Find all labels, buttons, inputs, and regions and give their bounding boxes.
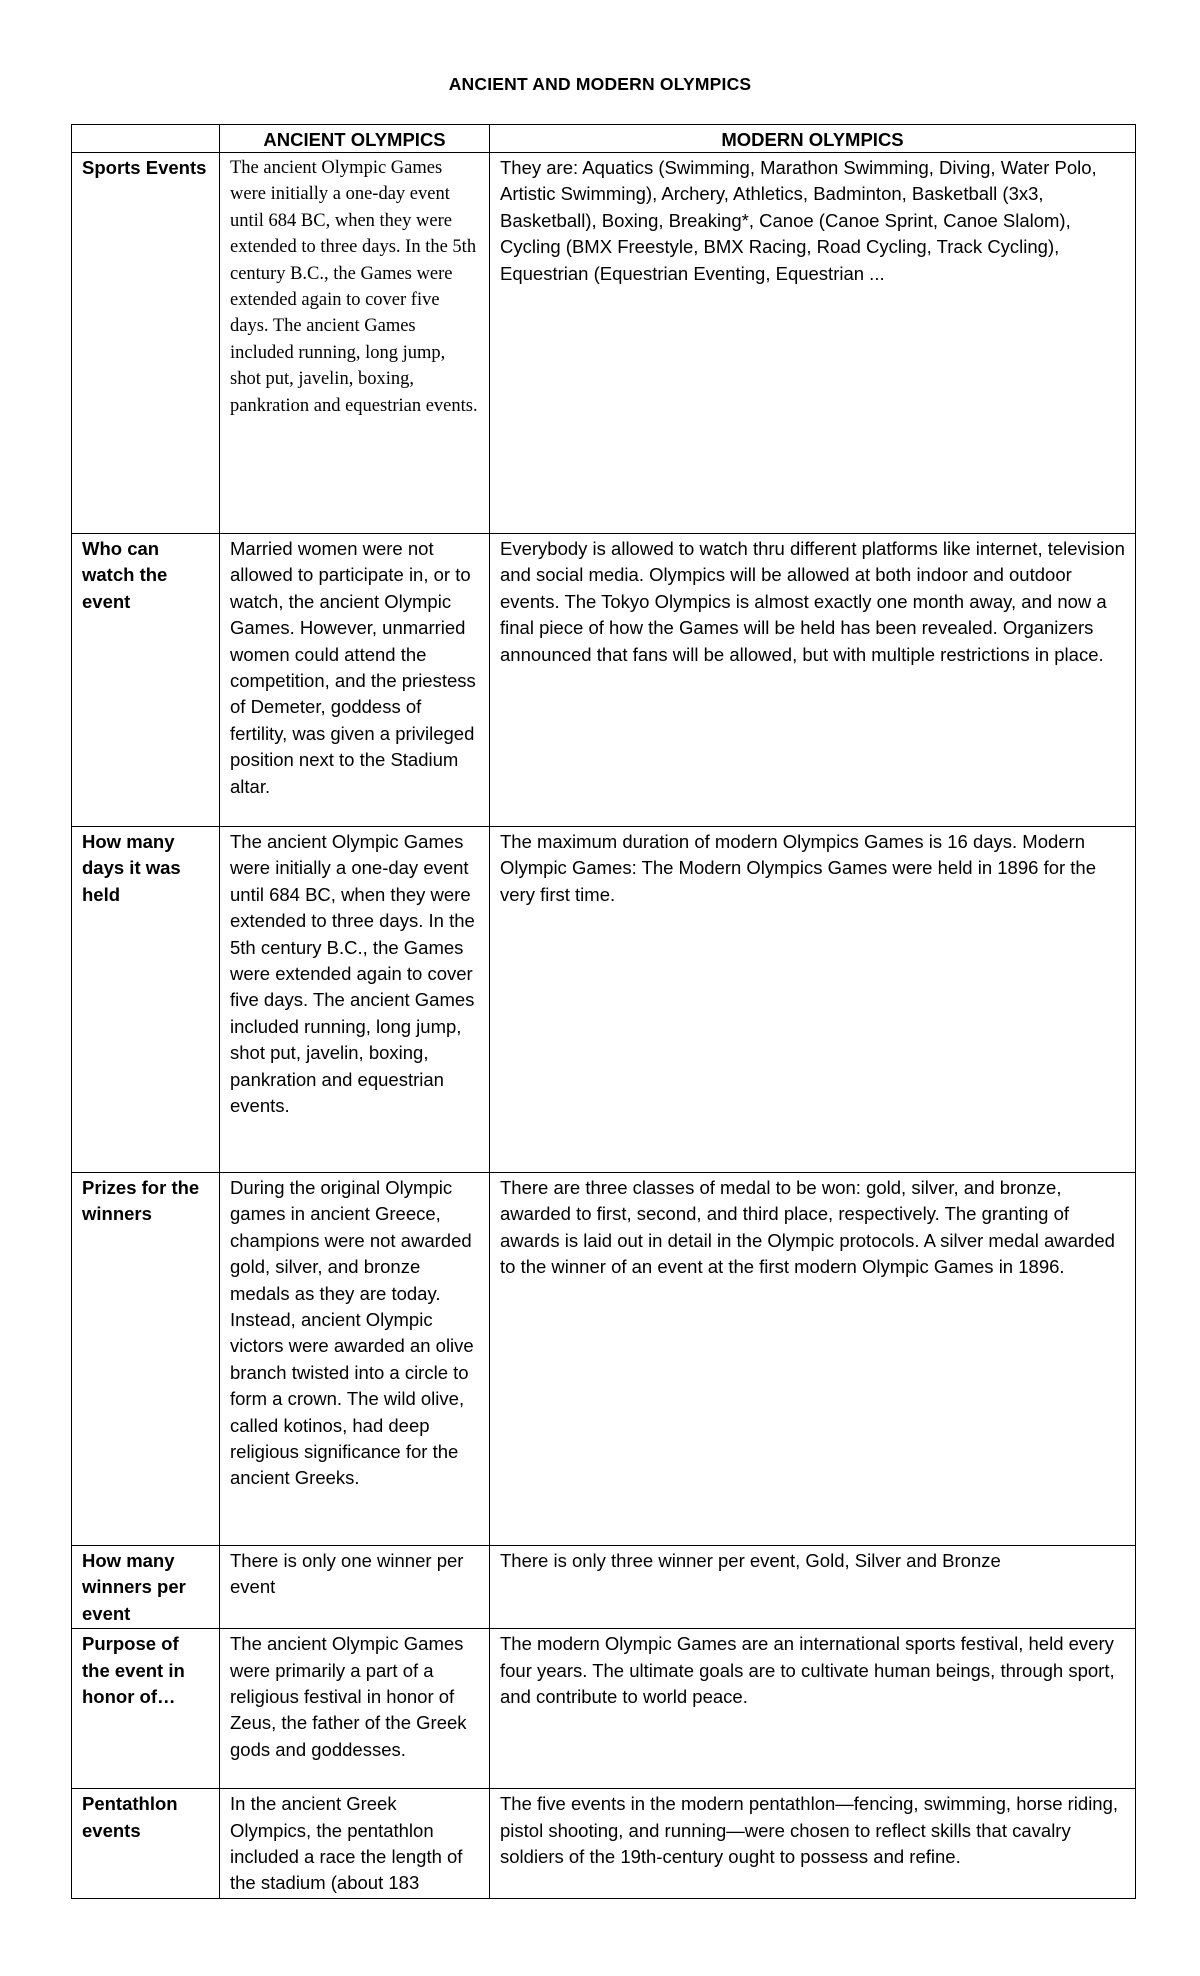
table-row: [72, 1173, 1136, 1546]
modern-cell: The modern Olympic Games are an international sports festival, held every four years. The ultimate goals are to cultivate human beings, through sport, and contribute to world peace.: [490, 1629, 1136, 1789]
table-row: [72, 827, 1136, 1173]
header-modern-olympics: MODERN OLYMPICS: [490, 125, 1136, 153]
modern-cell: There are three classes of medal to be won: gold, silver, and bronze, awarded to first, second, and third place, respectively. The granting of awards is laid out in detail in the Olympic protocols. A silver medal awarded to the winner of an event at the first modern Olympic Games in 1896.: [490, 1173, 1136, 1546]
table-row: [72, 153, 1136, 534]
row-label: Pentathlon events: [72, 1789, 220, 1899]
table-row: [72, 1789, 1136, 1899]
row-label: Who can watch the event: [72, 534, 220, 827]
ancient-cell: Married women were not allowed to participate in, or to watch, the ancient Olympic Games. However, unmarried women could attend the competition, and the priestess of Demeter, goddess of fertility, was given a privileged position next to the Stadium altar.: [220, 534, 490, 827]
modern-cell: The maximum duration of modern Olympics Games is 16 days. Modern Olympic Games: The Modern Olympics Games were held in 1896 for the very first time.: [490, 827, 1136, 1173]
ancient-cell: There is only one winner per event: [220, 1546, 490, 1629]
ancient-cell: During the original Olympic games in ancient Greece, champions were not awarded gold, silver, and bronze medals as they are today. Instead, ancient Olympic victors were awarded an olive branch twisted into a circle to form a crown. The wild olive, called kotinos, had deep religious significance for the ancient Greeks.: [220, 1173, 490, 1546]
modern-cell: There is only three winner per event, Gold, Silver and Bronze: [490, 1546, 1136, 1629]
row-label: Purpose of the event in honor of…: [72, 1629, 220, 1789]
table-header-row: [72, 125, 1136, 153]
page-title: ANCIENT AND MODERN OLYMPICS: [448, 74, 752, 94]
header-blank-cell: [72, 125, 220, 153]
row-label: Prizes for the winners: [72, 1173, 220, 1546]
ancient-cell: The ancient Olympic Games were primarily a part of a religious festival in honor of Zeus, the father of the Greek gods and goddesses.: [220, 1629, 490, 1789]
table-row: [72, 534, 1136, 827]
row-label: Sports Events: [72, 153, 220, 534]
modern-cell: Everybody is allowed to watch thru different platforms like internet, television and social media. Olympics will be allowed at both indoor and outdoor events. The Tokyo Olympics is almost exactly one month away, and now a final piece of how the Games will be held has been revealed. Organizers announced that fans will be allowed, but with multiple restrictions in place.: [490, 534, 1136, 827]
header-ancient-olympics: ANCIENT OLYMPICS: [220, 125, 490, 153]
table-row: [72, 1629, 1136, 1789]
comparison-table: [71, 124, 1136, 1899]
row-label: How many days it was held: [72, 827, 220, 1173]
ancient-cell: In the ancient Greek Olympics, the pentathlon included a race the length of the stadium (about 183: [220, 1789, 490, 1899]
modern-cell: The five events in the modern pentathlon—fencing, swimming, horse riding, pistol shooting, and running—were chosen to reflect skills that cavalry soldiers of the 19th-century ought to possess and refine.: [490, 1789, 1136, 1899]
ancient-cell: The ancient Olympic Games were initially a one-day event until 684 BC, when they were extended to three days. In the 5th century B.C., the Games were extended again to cover five days. The ancient Games included running, long jump, shot put, javelin, boxing, pankration and equestrian events.: [220, 827, 490, 1173]
row-label: How many winners per event: [72, 1546, 220, 1629]
table-row: [72, 1546, 1136, 1629]
modern-cell: They are: Aquatics (Swimming, Marathon Swimming, Diving, Water Polo, Artistic Swimming), Archery, Athletics, Badminton, Basketball (3x3, Basketball), Boxing, Breaking*, Canoe (Canoe Sprint, Canoe Slalom), Cycling (BMX Freestyle, BMX Racing, Road Cycling, Track Cycling), Equestrian (Equestrian Eventing, Equestrian ...: [490, 153, 1136, 534]
ancient-cell: The ancient Olympic Games were initially a one-day event until 684 BC, when they were extended to three days. In the 5th century B.C., the Games were extended again to cover five days. The ancient Games included running, long jump, shot put, javelin, boxing, pankration and equestrian events.: [220, 153, 490, 534]
